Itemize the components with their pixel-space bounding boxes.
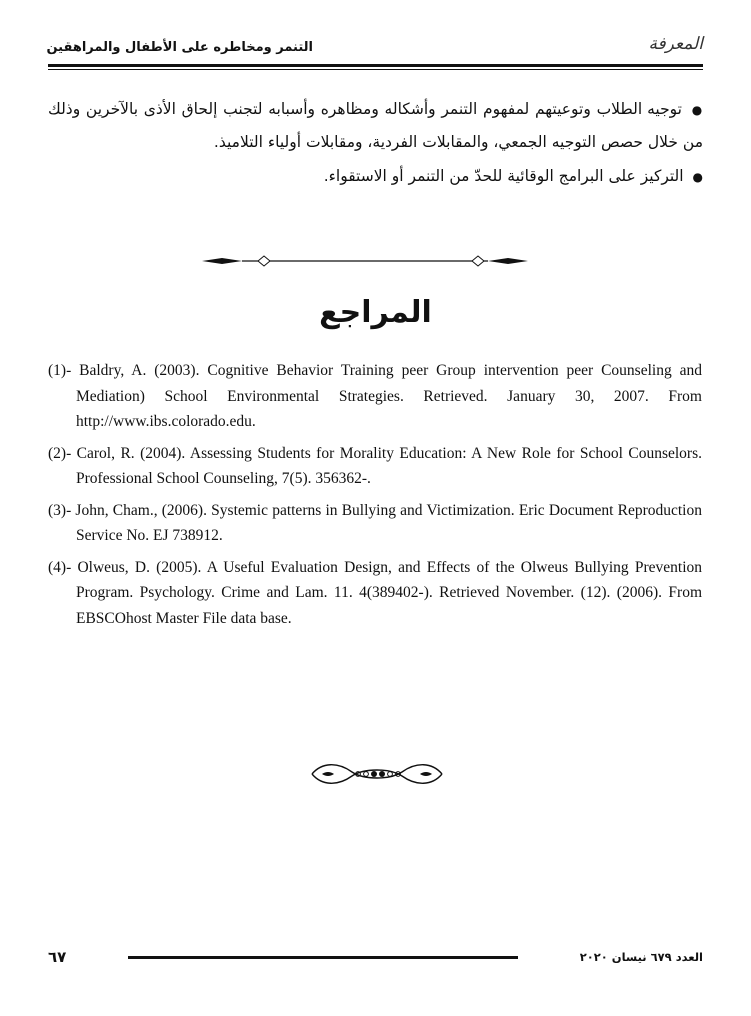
page-header — [48, 34, 703, 70]
list-item — [48, 160, 703, 193]
ornament-divider-icon — [200, 252, 530, 270]
end-flourish-icon — [308, 758, 446, 790]
references-list — [48, 358, 702, 637]
header-rule-thin — [48, 69, 703, 70]
journal-logo: المعرفة — [648, 34, 703, 54]
footer-rule — [128, 956, 518, 959]
list-item-text: توجيه الطلاب وتوعيتهم لمفهوم التنمر وأشكاله ومظاهره وأسبابه لتجنب إلحاق الأذى بالآخرين وذلك من خلال حصص التوجيه الجمعي، والمقابلات الفردية، ومقابلات أولياء التلاميذ. — [48, 100, 703, 151]
running-title: التنمر ومخاطره على الأطفال والمراهقين — [46, 40, 313, 55]
references-heading: المراجع — [319, 295, 432, 330]
bullet-icon: ● — [692, 170, 703, 184]
bullet-icon: ● — [691, 103, 703, 117]
reference-item: (4)- Olweus, D. (2005). A Useful Evaluation Design, and Effects of the Olweus Bullying Prevention Program. Psychology. Crime and Lam. 11. 4(389402-). Retrieved November. (12). (2006). From EBSCOhost Master File data base. — [48, 558, 702, 627]
list-item-text: التركيز على البرامج الوقائية للحدّ من التنمر أو الاستقواء. — [323, 167, 684, 185]
issue-info: العدد ٦٧٩ نيسان ٢٠٢٠ — [579, 950, 703, 964]
reference-item: (1)- Baldry, A. (2003). Cognitive Behavior Training peer Group intervention peer Counseling and Mediation) School Environmental Strategies. Retrieved. January 30, 2007. From http://www.ibs.colorado.edu. — [48, 362, 702, 430]
page-number: ٦٧ — [48, 948, 67, 966]
reference-item: (3)- John, Cham., (2006). Systemic patterns in Bullying and Victimization. Eric Document Reproduction Service No. EJ 738912. — [48, 501, 702, 544]
list-item — [48, 93, 703, 158]
recommendations-list — [48, 93, 703, 195]
header-rule — [48, 64, 703, 67]
reference-item: (2)- Carol, R. (2004). Assessing Students for Morality Education: A New Role for School Counselors. Professional School Counseling, 7(5). 356362-. — [48, 444, 702, 487]
